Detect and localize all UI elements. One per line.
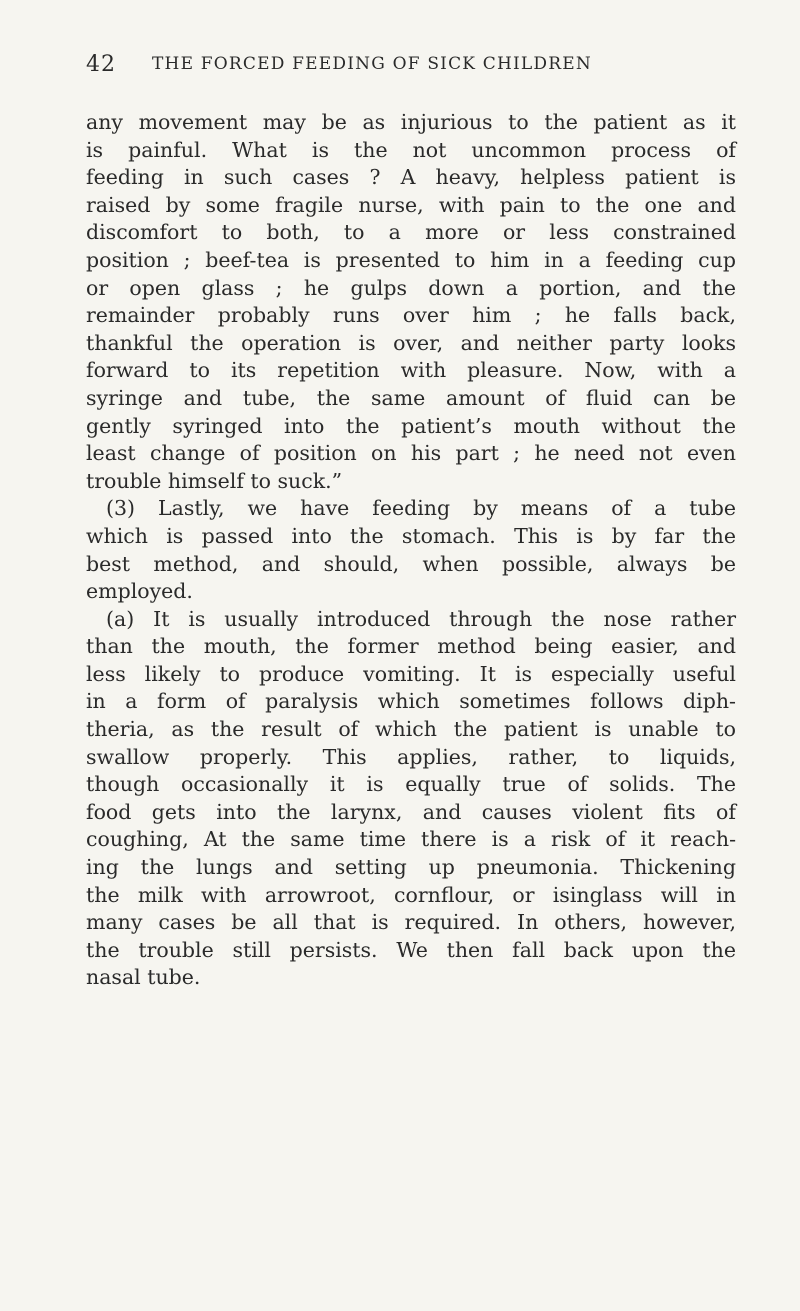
text-line: position ; beef-tea is presented to him in a feeding cup xyxy=(86,247,736,272)
text-line: any movement may be as injurious to the patient as it xyxy=(86,110,736,134)
text-line: swallow properly. This applies, rather, to liquids, xyxy=(86,744,736,769)
text-line: forward to its repetition with pleasure. Now, with a xyxy=(86,358,736,383)
text-line: feeding in such cases ? A heavy, helpless patient is xyxy=(86,165,736,190)
text-line: than the mouth, the former method being easier, and xyxy=(86,634,736,659)
text-line: thankful the operation is over, and neither party looks xyxy=(86,330,736,355)
text-line: or open glass ; he gulps down a portion, and the xyxy=(86,275,736,300)
text-line: employed. xyxy=(86,579,193,604)
text-line: many cases be all that is required. In others, however, xyxy=(86,910,736,935)
text-line: theria, as the result of which the patient is unable to xyxy=(86,717,736,742)
running-head xyxy=(86,52,736,86)
text-line: syringe and tube, the same amount of fluid can be xyxy=(86,385,736,410)
text-line: trouble himself to suck.” xyxy=(86,468,343,493)
running-title: THE FORCED FEEDING OF SICK CHILDREN xyxy=(152,54,592,74)
text-line: coughing, At the same time there is a risk of it reach- xyxy=(86,827,736,852)
text-line: the milk with arrowroot, cornflour, or isinglass will in xyxy=(86,882,736,907)
text-line: less likely to produce vomiting. It is especially useful xyxy=(86,661,736,686)
text-line: discomfort to both, to a more or less constrained xyxy=(86,220,736,245)
paragraph-start-line: (a) It is usually introduced through the nose rather xyxy=(106,606,736,631)
text-line: least change of position on his part ; he need not even xyxy=(86,441,736,466)
text-line: ing the lungs and setting up pneumonia. Thickening xyxy=(86,855,736,880)
text-line: raised by some fragile nurse, with pain to the one and xyxy=(86,192,736,217)
text-line: is painful. What is the not uncommon process of xyxy=(86,137,736,162)
text-line: nasal tube. xyxy=(86,965,201,990)
page-number: 42 xyxy=(86,52,116,77)
paragraph-start-line: (3) Lastly, we have feeding by means of a tube xyxy=(106,496,736,521)
text-line: though occasionally it is equally true of solids. The xyxy=(86,772,736,797)
body-text xyxy=(86,109,736,992)
text-line: best method, and should, when possible, always be xyxy=(86,551,736,576)
text-line: which is passed into the stomach. This is by far the xyxy=(86,523,736,548)
text-line: food gets into the larynx, and causes violent fits of xyxy=(86,799,736,824)
text-line: remainder probably runs over him ; he falls back, xyxy=(86,303,736,328)
text-line: in a form of paralysis which sometimes follows diph- xyxy=(86,689,736,714)
text-line: the trouble still persists. We then fall back upon the xyxy=(86,937,736,962)
text-line: gently syringed into the patient’s mouth without the xyxy=(86,413,736,438)
